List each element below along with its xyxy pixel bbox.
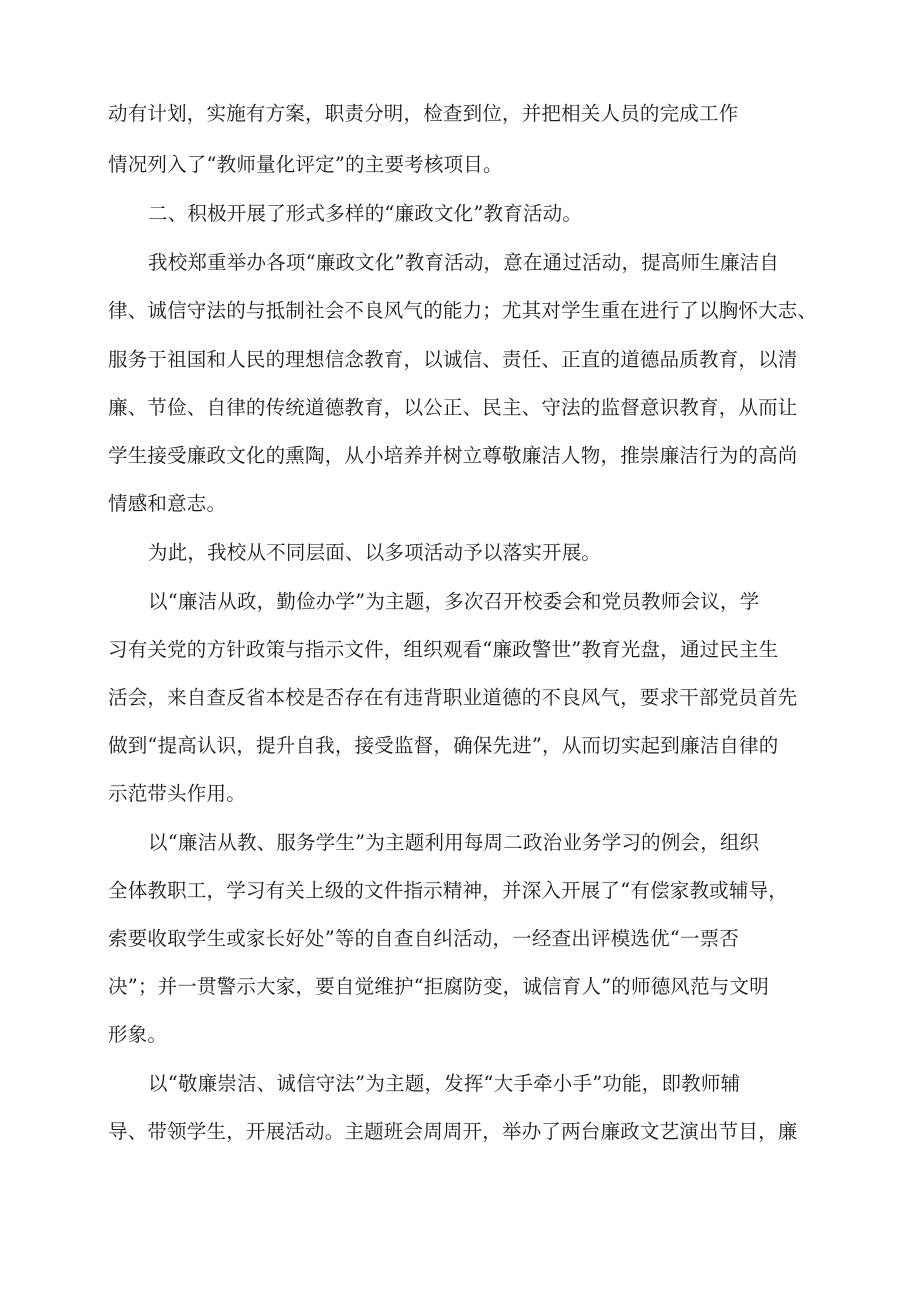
text-line: 形象。 [108,1023,168,1046]
text-line: 做到“提高认识，提升自我，接受监督，确保先进”，从而切实起到廉洁自律的 [108,734,779,757]
text-line: 以“廉洁从教、服务学生”为主题利用每周二政治业务学习的例会，组织 [148,831,760,854]
section-heading: 二、积极开展了形式多样的“廉政文化”教育活动。 [148,202,583,225]
text-line: 全体教职工，学习有关上级的文件指示精神，并深入开展了“有偿家教或辅导， [108,879,788,902]
text-line: 活会，来自查反省本校是否存在有违背职业道德的不良风气，要求干部党员首先 [108,686,798,709]
text-line: 我校郑重举办各项“廉政文化”教育活动，意在通过活动，提高师生廉洁自 [148,251,780,274]
text-line: 决”；并一贯警示大家，要自觉维护“拒腐防变，诚信育人”的师德风范与文明 [108,975,769,998]
text-line: 以“敬廉崇洁、诚信守法”为主题，发挥“大手牵小手”功能，即教师辅 [148,1072,741,1095]
text-line: 导、带领学生，开展活动。主题班会周周开，举办了两台廉政文艺演出节目，廉 [108,1120,798,1143]
text-line: 习有关党的方针政策与指示文件，组织观看“廉政警世”教育光盘，通过民主生 [108,638,779,661]
text-line: 学生接受廉政文化的熏陶，从小培养并树立尊敬廉洁人物，推崇廉洁行为的高尚 [108,444,798,467]
text-line: 情况列入了“教师量化评定”的主要考核项目。 [108,153,503,176]
text-line: 为此，我校从不同层面、以多项活动予以落实开展。 [148,541,602,564]
text-line: 示范带头作用。 [108,782,246,805]
text-line: 动有计划，实施有方案，职责分明，检查到位，并把相关人员的完成工作 [108,102,739,125]
text-line: 索要收取学生或家长好处”等的自查自纠活动，一经查出评模选优“一票否 [108,927,740,950]
text-line: 廉、节俭、自律的传统道德教育，以公正、民主、守法的监督意识教育，从而让 [108,396,798,419]
text-line: 情感和意志。 [108,492,227,515]
text-line: 服务于祖国和人民的理想信念教育，以诚信、责任、正直的道德品质教育，以清 [108,348,798,371]
text-line: 律、诚信守法的与抵制社会不良风气的能力；尤其对学生重在进行了以胸怀大志、 [108,299,818,322]
text-line: 以“廉洁从政，勤俭办学”为主题，多次召开校委会和党员教师会议，学 [148,590,760,613]
